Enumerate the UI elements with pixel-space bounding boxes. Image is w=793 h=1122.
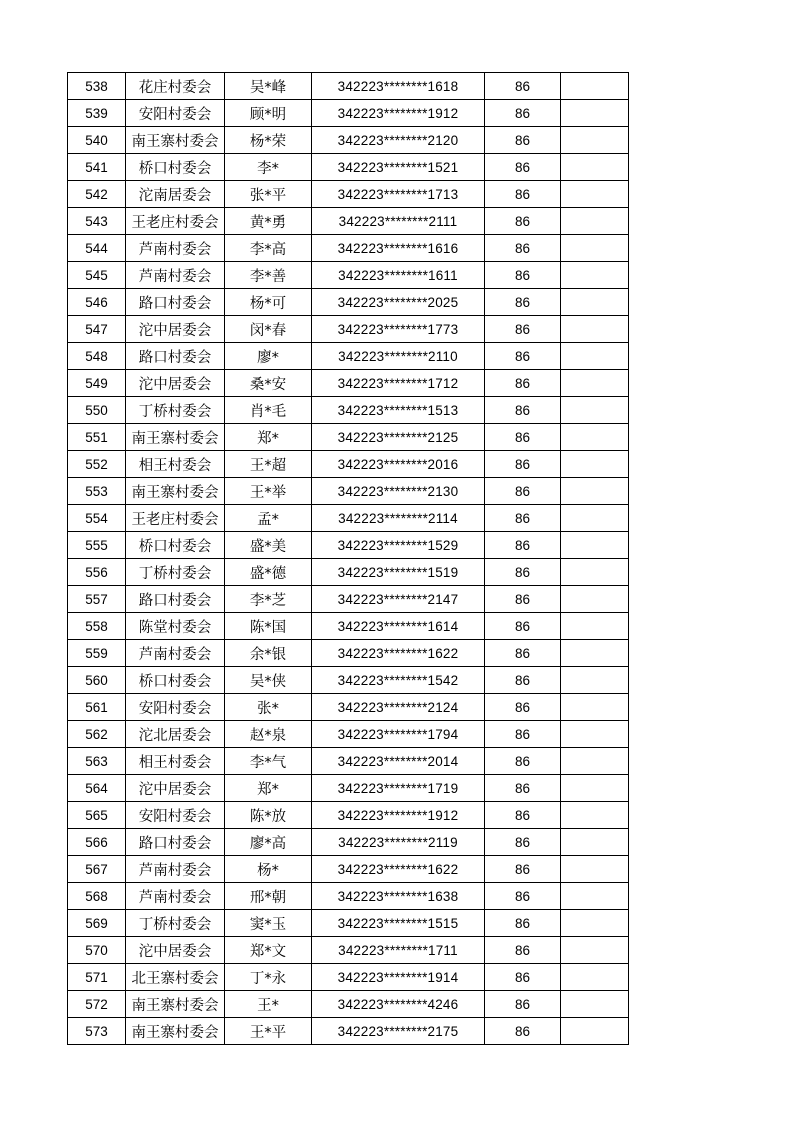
id-number-cell: 342223********2111 (312, 208, 485, 235)
note-cell (561, 262, 629, 289)
note-cell (561, 856, 629, 883)
row-number-cell: 558 (68, 613, 126, 640)
score-cell: 86 (485, 802, 561, 829)
score-cell: 86 (485, 100, 561, 127)
name-cell: 盛*美 (225, 532, 312, 559)
score-cell: 86 (485, 748, 561, 775)
note-cell (561, 154, 629, 181)
name-cell: 肖*毛 (225, 397, 312, 424)
row-number-cell: 544 (68, 235, 126, 262)
id-number-cell: 342223********1614 (312, 613, 485, 640)
score-cell: 86 (485, 262, 561, 289)
row-number-cell: 549 (68, 370, 126, 397)
table-row (68, 289, 629, 316)
score-cell: 86 (485, 1018, 561, 1045)
score-cell: 86 (485, 856, 561, 883)
table-row (68, 640, 629, 667)
table-row (68, 262, 629, 289)
score-cell: 86 (485, 154, 561, 181)
table-row (68, 424, 629, 451)
score-cell: 86 (485, 937, 561, 964)
score-cell: 86 (485, 910, 561, 937)
id-number-cell: 342223********1912 (312, 802, 485, 829)
organization-cell: 南王寨村委会 (126, 424, 225, 451)
id-number-cell: 342223********2130 (312, 478, 485, 505)
table-row (68, 586, 629, 613)
table-row (68, 100, 629, 127)
organization-cell: 花庄村委会 (126, 73, 225, 100)
note-cell (561, 586, 629, 613)
name-cell: 李*气 (225, 748, 312, 775)
row-number-cell: 561 (68, 694, 126, 721)
table-row (68, 478, 629, 505)
organization-cell: 桥口村委会 (126, 667, 225, 694)
table-row (68, 1018, 629, 1045)
row-number-cell: 573 (68, 1018, 126, 1045)
note-cell (561, 343, 629, 370)
id-number-cell: 342223********1713 (312, 181, 485, 208)
id-number-cell: 342223********1638 (312, 883, 485, 910)
table-row (68, 667, 629, 694)
note-cell (561, 559, 629, 586)
organization-cell: 芦南村委会 (126, 640, 225, 667)
row-number-cell: 543 (68, 208, 126, 235)
name-cell: 窦*玉 (225, 910, 312, 937)
table-row (68, 964, 629, 991)
id-number-cell: 342223********1521 (312, 154, 485, 181)
row-number-cell: 555 (68, 532, 126, 559)
table-row (68, 73, 629, 100)
organization-cell: 路口村委会 (126, 586, 225, 613)
id-number-cell: 342223********2025 (312, 289, 485, 316)
row-number-cell: 557 (68, 586, 126, 613)
note-cell (561, 181, 629, 208)
note-cell (561, 424, 629, 451)
score-cell: 86 (485, 478, 561, 505)
note-cell (561, 478, 629, 505)
name-cell: 赵*泉 (225, 721, 312, 748)
name-cell: 杨*可 (225, 289, 312, 316)
score-cell: 86 (485, 505, 561, 532)
name-cell: 闵*春 (225, 316, 312, 343)
id-number-cell: 342223********1611 (312, 262, 485, 289)
score-cell: 86 (485, 559, 561, 586)
score-cell: 86 (485, 235, 561, 262)
note-cell (561, 127, 629, 154)
score-cell: 86 (485, 775, 561, 802)
name-cell: 杨*荣 (225, 127, 312, 154)
table-row (68, 343, 629, 370)
row-number-cell: 551 (68, 424, 126, 451)
id-number-cell: 342223********2147 (312, 586, 485, 613)
name-cell: 李* (225, 154, 312, 181)
row-number-cell: 554 (68, 505, 126, 532)
organization-cell: 沱中居委会 (126, 370, 225, 397)
row-number-cell: 566 (68, 829, 126, 856)
roster-table (67, 72, 629, 1045)
organization-cell: 路口村委会 (126, 289, 225, 316)
name-cell: 廖*高 (225, 829, 312, 856)
name-cell: 吴*峰 (225, 73, 312, 100)
name-cell: 杨* (225, 856, 312, 883)
name-cell: 吴*侠 (225, 667, 312, 694)
row-number-cell: 571 (68, 964, 126, 991)
id-number-cell: 342223********2119 (312, 829, 485, 856)
row-number-cell: 562 (68, 721, 126, 748)
table-row (68, 370, 629, 397)
note-cell (561, 397, 629, 424)
note-cell (561, 883, 629, 910)
score-cell: 86 (485, 316, 561, 343)
organization-cell: 丁桥村委会 (126, 559, 225, 586)
organization-cell: 芦南村委会 (126, 856, 225, 883)
note-cell (561, 289, 629, 316)
organization-cell: 南王寨村委会 (126, 127, 225, 154)
organization-cell: 南王寨村委会 (126, 991, 225, 1018)
note-cell (561, 667, 629, 694)
name-cell: 孟* (225, 505, 312, 532)
organization-cell: 沱中居委会 (126, 937, 225, 964)
organization-cell: 沱中居委会 (126, 775, 225, 802)
row-number-cell: 545 (68, 262, 126, 289)
row-number-cell: 560 (68, 667, 126, 694)
organization-cell: 桥口村委会 (126, 532, 225, 559)
row-number-cell: 565 (68, 802, 126, 829)
id-number-cell: 342223********1719 (312, 775, 485, 802)
name-cell: 李*芝 (225, 586, 312, 613)
organization-cell: 南王寨村委会 (126, 1018, 225, 1045)
organization-cell: 相王村委会 (126, 748, 225, 775)
organization-cell: 丁桥村委会 (126, 910, 225, 937)
id-number-cell: 342223********1616 (312, 235, 485, 262)
note-cell (561, 640, 629, 667)
row-number-cell: 550 (68, 397, 126, 424)
name-cell: 顾*明 (225, 100, 312, 127)
row-number-cell: 563 (68, 748, 126, 775)
score-cell: 86 (485, 586, 561, 613)
name-cell: 廖* (225, 343, 312, 370)
score-cell: 86 (485, 370, 561, 397)
id-number-cell: 342223********1542 (312, 667, 485, 694)
score-cell: 86 (485, 208, 561, 235)
note-cell (561, 802, 629, 829)
table-row (68, 991, 629, 1018)
row-number-cell: 539 (68, 100, 126, 127)
organization-cell: 王老庄村委会 (126, 505, 225, 532)
note-cell (561, 451, 629, 478)
table-row (68, 181, 629, 208)
id-number-cell: 342223********1794 (312, 721, 485, 748)
score-cell: 86 (485, 613, 561, 640)
table-row (68, 208, 629, 235)
name-cell: 丁*永 (225, 964, 312, 991)
score-cell: 86 (485, 451, 561, 478)
row-number-cell: 569 (68, 910, 126, 937)
id-number-cell: 342223********1912 (312, 100, 485, 127)
id-number-cell: 342223********1773 (312, 316, 485, 343)
note-cell (561, 991, 629, 1018)
row-number-cell: 556 (68, 559, 126, 586)
id-number-cell: 342223********1712 (312, 370, 485, 397)
row-number-cell: 546 (68, 289, 126, 316)
note-cell (561, 937, 629, 964)
organization-cell: 沱南居委会 (126, 181, 225, 208)
name-cell: 王*超 (225, 451, 312, 478)
id-number-cell: 342223********2120 (312, 127, 485, 154)
row-number-cell: 568 (68, 883, 126, 910)
table-row (68, 937, 629, 964)
table-row (68, 397, 629, 424)
name-cell: 邢*朝 (225, 883, 312, 910)
row-number-cell: 548 (68, 343, 126, 370)
note-cell (561, 964, 629, 991)
id-number-cell: 342223********2016 (312, 451, 485, 478)
note-cell (561, 829, 629, 856)
organization-cell: 王老庄村委会 (126, 208, 225, 235)
table-row (68, 748, 629, 775)
note-cell (561, 100, 629, 127)
name-cell: 张* (225, 694, 312, 721)
note-cell (561, 235, 629, 262)
row-number-cell: 567 (68, 856, 126, 883)
organization-cell: 陈堂村委会 (126, 613, 225, 640)
row-number-cell: 559 (68, 640, 126, 667)
organization-cell: 桥口村委会 (126, 154, 225, 181)
note-cell (561, 910, 629, 937)
note-cell (561, 370, 629, 397)
score-cell: 86 (485, 73, 561, 100)
table-row (68, 802, 629, 829)
table-row (68, 532, 629, 559)
note-cell (561, 721, 629, 748)
id-number-cell: 342223********2114 (312, 505, 485, 532)
name-cell: 李*善 (225, 262, 312, 289)
id-number-cell: 342223********1622 (312, 640, 485, 667)
name-cell: 陈*放 (225, 802, 312, 829)
score-cell: 86 (485, 964, 561, 991)
table-row (68, 613, 629, 640)
organization-cell: 丁桥村委会 (126, 397, 225, 424)
id-number-cell: 342223********1513 (312, 397, 485, 424)
name-cell: 张*平 (225, 181, 312, 208)
note-cell (561, 748, 629, 775)
organization-cell: 安阳村委会 (126, 694, 225, 721)
id-number-cell: 342223********2125 (312, 424, 485, 451)
table-row (68, 856, 629, 883)
score-cell: 86 (485, 721, 561, 748)
row-number-cell: 572 (68, 991, 126, 1018)
table-row (68, 775, 629, 802)
organization-cell: 芦南村委会 (126, 883, 225, 910)
score-cell: 86 (485, 289, 561, 316)
note-cell (561, 1018, 629, 1045)
table-row (68, 451, 629, 478)
score-cell: 86 (485, 694, 561, 721)
id-number-cell: 342223********2110 (312, 343, 485, 370)
row-number-cell: 540 (68, 127, 126, 154)
id-number-cell: 342223********1711 (312, 937, 485, 964)
table-row (68, 829, 629, 856)
id-number-cell: 342223********4246 (312, 991, 485, 1018)
organization-cell: 安阳村委会 (126, 100, 225, 127)
note-cell (561, 505, 629, 532)
score-cell: 86 (485, 883, 561, 910)
note-cell (561, 316, 629, 343)
note-cell (561, 532, 629, 559)
score-cell: 86 (485, 424, 561, 451)
table-row (68, 127, 629, 154)
row-number-cell: 538 (68, 73, 126, 100)
score-cell: 86 (485, 829, 561, 856)
id-number-cell: 342223********1914 (312, 964, 485, 991)
organization-cell: 路口村委会 (126, 343, 225, 370)
score-cell: 86 (485, 181, 561, 208)
row-number-cell: 564 (68, 775, 126, 802)
organization-cell: 南王寨村委会 (126, 478, 225, 505)
organization-cell: 沱中居委会 (126, 316, 225, 343)
id-number-cell: 342223********2014 (312, 748, 485, 775)
organization-cell: 北王寨村委会 (126, 964, 225, 991)
organization-cell: 路口村委会 (126, 829, 225, 856)
score-cell: 86 (485, 127, 561, 154)
id-number-cell: 342223********1622 (312, 856, 485, 883)
organization-cell: 沱北居委会 (126, 721, 225, 748)
name-cell: 王* (225, 991, 312, 1018)
name-cell: 王*平 (225, 1018, 312, 1045)
score-cell: 86 (485, 667, 561, 694)
name-cell: 余*银 (225, 640, 312, 667)
id-number-cell: 342223********1515 (312, 910, 485, 937)
name-cell: 桑*安 (225, 370, 312, 397)
name-cell: 郑* (225, 775, 312, 802)
organization-cell: 芦南村委会 (126, 235, 225, 262)
score-cell: 86 (485, 991, 561, 1018)
name-cell: 黄*勇 (225, 208, 312, 235)
row-number-cell: 547 (68, 316, 126, 343)
organization-cell: 芦南村委会 (126, 262, 225, 289)
note-cell (561, 694, 629, 721)
note-cell (561, 775, 629, 802)
table-row (68, 694, 629, 721)
id-number-cell: 342223********2124 (312, 694, 485, 721)
id-number-cell: 342223********1519 (312, 559, 485, 586)
table-row (68, 721, 629, 748)
note-cell (561, 613, 629, 640)
note-cell (561, 73, 629, 100)
roster-table-body (68, 73, 629, 1045)
name-cell: 王*举 (225, 478, 312, 505)
score-cell: 86 (485, 640, 561, 667)
row-number-cell: 553 (68, 478, 126, 505)
note-cell (561, 208, 629, 235)
score-cell: 86 (485, 532, 561, 559)
name-cell: 李*高 (225, 235, 312, 262)
row-number-cell: 541 (68, 154, 126, 181)
name-cell: 陈*国 (225, 613, 312, 640)
name-cell: 郑*文 (225, 937, 312, 964)
table-row (68, 235, 629, 262)
organization-cell: 安阳村委会 (126, 802, 225, 829)
name-cell: 盛*德 (225, 559, 312, 586)
name-cell: 郑* (225, 424, 312, 451)
table-row (68, 559, 629, 586)
row-number-cell: 552 (68, 451, 126, 478)
table-row (68, 154, 629, 181)
table-row (68, 316, 629, 343)
organization-cell: 相王村委会 (126, 451, 225, 478)
table-row (68, 505, 629, 532)
score-cell: 86 (485, 397, 561, 424)
row-number-cell: 570 (68, 937, 126, 964)
id-number-cell: 342223********1618 (312, 73, 485, 100)
score-cell: 86 (485, 343, 561, 370)
table-row (68, 910, 629, 937)
id-number-cell: 342223********1529 (312, 532, 485, 559)
row-number-cell: 542 (68, 181, 126, 208)
table-row (68, 883, 629, 910)
id-number-cell: 342223********2175 (312, 1018, 485, 1045)
